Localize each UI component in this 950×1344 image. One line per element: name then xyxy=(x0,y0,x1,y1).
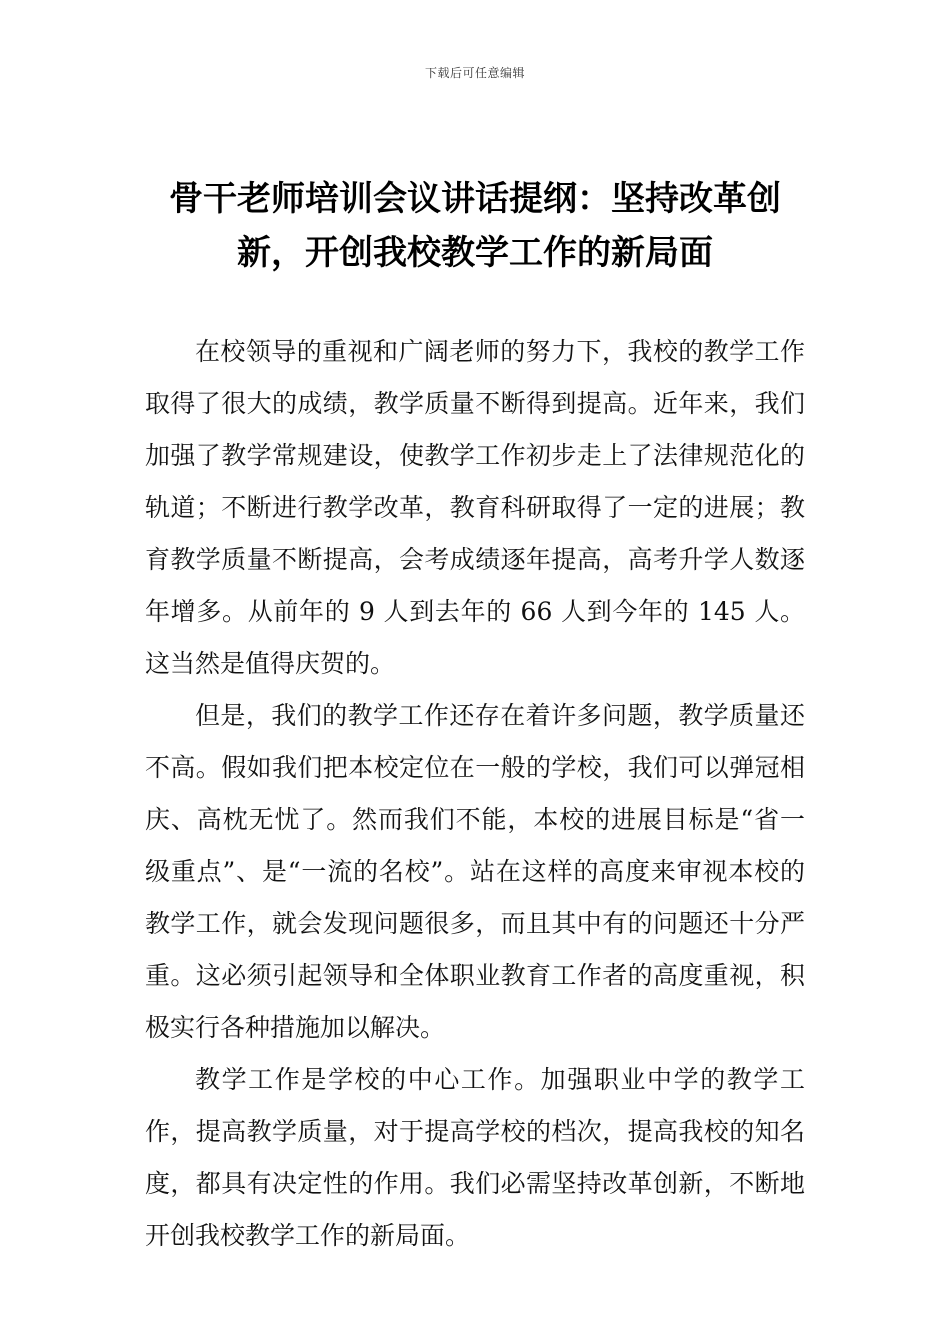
paragraph-2: 但是，我们的教学工作还存在着许多问题，教学质量还不高。假如我们把本校定位在一般的学校，我们可以弹冠相庆、高枕无忧了。然而我们不能，本校的进展目标是“省一级重点”、是“一流的名校”。站在这样的高度来审视本校的教学工作，就会发现问题很多，而且其中有的问题还十分严重。这必须引起领导和全体职业教育工作者的高度重视，积极实行各种措施加以解决。 xyxy=(145,701,805,1042)
paragraph-3: 教学工作是学校的中心工作。加强职业中学的教学工作，提高教学质量，对于提高学校的档次，提高我校的知名度，都具有决定性的作用。我们必需坚持改革创新，不断地开创我校教学工作的新局面。 xyxy=(145,1065,805,1250)
header-note: 下载后可任意编辑 xyxy=(424,66,525,80)
document-body xyxy=(145,326,805,1262)
paragraph-1: 在校领导的重视和广阔老师的努力下，我校的教学工作取得了很大的成绩，教学质量不断得到提高。近年来，我们加强了教学常规建设，使教学工作初步走上了法律规范化的轨道；不断进行教学改革，教育科研取得了一定的进展；教育教学质量不断提高，会考成绩逐年提高，高考升学人数逐年增多。从前年的 9 人到去年的 66 人到今年的 145 人。这当然是值得庆贺的。 xyxy=(145,337,805,678)
document-title: 骨干老师培训会议讲话提纲：坚持改革创新，开创我校教学工作的新局面 xyxy=(169,179,781,273)
